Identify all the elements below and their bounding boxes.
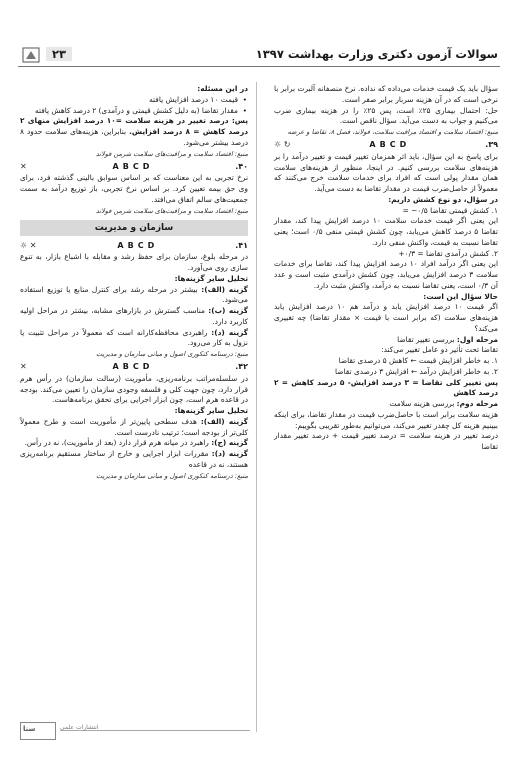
- paragraph: درصد تغییر در هزینه سلامت = درصد تغییر قیمت + درصد تغییر مقدار تقاضا: [274, 431, 498, 451]
- page-footer: [20, 722, 250, 740]
- paragraph: تقاضا تحت تأثیر دو عامل تغییر می‌کند:: [381, 345, 498, 355]
- paragraph: اگر قیمت ۱۰ درصد افزایش یابد و درآمد هم ۱۰ درصد افزایش یابد هزینه‌های سلامت (که برابر است با قیمت × مقدار تقاضا) چه تغییری می‌کند؟: [274, 302, 498, 333]
- header-title: سوالات آزمون دکتری وزارت بهداشت ۱۳۹۷: [255, 47, 498, 61]
- paragraph: این یعنی اگر قیمت خدمات سلامت ۱۰ درصد افزایش پیدا کند، مقدار تقاضا ۵ درصد کاهش می‌یابد، چون کشش قیمتی منفی ۰/۵ است؛ یعنی تقاضا نسبت به قیمت، واکنش منفی دارد.: [274, 216, 498, 247]
- close-icon: ✕: [29, 240, 37, 250]
- question-icons: [20, 241, 36, 252]
- option-b-box: B: [122, 362, 129, 372]
- option-c-box: C: [389, 140, 396, 150]
- source-note: منبع: اقتصاد سلامت و مراقبت‌های سلامت شرمن فولاند: [95, 206, 248, 215]
- left-column: [20, 84, 248, 481]
- option-a-box: A: [117, 240, 124, 250]
- section-title-band: سازمان و مدیریت: [20, 220, 248, 236]
- question-41-header: [20, 240, 248, 252]
- option-text: مقررات ابزار اجرایی و خارج از ساختار مستقیم برنامه‌ریزی هستند، نه در قاعده: [20, 449, 248, 469]
- paragraph: [274, 335, 498, 346]
- question-number: ۴۱.: [235, 240, 248, 250]
- list-item: ۱. کشش قیمتی تقاضا ۰/۵− =: [402, 205, 498, 215]
- option-text: مناسب گسترش در بازارهای مشابه، بیشتر در مراحل اولیه کاربرد دارد.: [20, 306, 248, 326]
- option-b-box: B: [127, 240, 134, 250]
- source-note: منبع: اقتصاد سلامت و مراقبت‌های سلامت شرمن فولاند: [95, 149, 248, 158]
- option-text: راهبرد در میانه هرم قرار دارد (بعد از مأموریت)، نه در رأس.: [24, 438, 212, 448]
- step-label: مرحله دوم:: [456, 399, 498, 408]
- answer-options: [117, 241, 154, 252]
- publisher-name: انتشارات علمی: [60, 724, 99, 731]
- text: بنابراین، هزینه‌های سلامت حدود ۸ درصد بیشتر می‌شود.: [20, 127, 248, 147]
- refresh-icon: ↻: [283, 140, 291, 150]
- list-item: ۱. به خاطر افزایش قیمت ← کاهش ۵ درصدی تقاضا: [338, 356, 498, 365]
- lightbulb-icon: ☼: [20, 240, 28, 250]
- option-a-box: A: [112, 161, 119, 171]
- column-divider: [256, 82, 257, 732]
- paragraph: [20, 449, 248, 471]
- answer-options: [113, 362, 150, 373]
- question-icons: [20, 362, 27, 373]
- subheading: در این مسئله:: [197, 84, 248, 93]
- step-text: بررسی هزینه سلامت: [389, 399, 457, 408]
- option-label: گزینه (ج):: [211, 438, 248, 448]
- subheading: در سؤال، دو نوع کشش داریم:: [388, 194, 498, 204]
- question-number: ۴۲.: [235, 362, 248, 372]
- question-icons: [274, 140, 290, 151]
- list-item: ۲. کشش درآمدی تقاضا = ۰/۳+: [398, 248, 498, 258]
- list-item: • مقدار تقاضا (به دلیل کشش قیمتی و درآمدی) ۲ درصد کاهش یافته: [20, 106, 238, 117]
- option-c-box: C: [132, 362, 139, 372]
- paragraph: در مرحله بلوغ، سازمان برای حفظ رشد و مقابله با اشباع بازار، به تنوع سازی روی می‌آورد.: [20, 252, 248, 272]
- option-label: گزینه (الف):: [200, 416, 248, 426]
- right-column: [274, 84, 498, 453]
- bullet-list: [20, 95, 248, 117]
- option-d-box: D: [142, 362, 150, 372]
- option-c-box: C: [132, 161, 139, 171]
- question-40-header: [20, 161, 248, 173]
- page-number: ۲۳: [46, 47, 72, 61]
- source-note: منبع: درسنامه کنکوری اصول و مبانی سازمان و مدیریت: [96, 471, 248, 480]
- question-42-header: [20, 362, 248, 374]
- option-d-box: D: [147, 240, 155, 250]
- paragraph: در سلسله‌مراتب برنامه‌ریزی، مأموریت (رسالت سازمان) در رأس هرم قرار دارد، چون جهت کلی و فلسفه وجودی سازمان را تعیین می‌کند. بودجه در قاعده هرم است، چون ابزار اجرایی برای تحقق برنامه‌هاست.: [20, 373, 248, 405]
- question-icons: [20, 162, 27, 173]
- option-label: گزینه (الف):: [201, 284, 248, 294]
- subheading: تحلیل سایر گزینه‌ها:: [174, 406, 248, 415]
- option-c-box: C: [137, 240, 144, 250]
- emphasis: پس: درصد تغییر در هزینه سلامت =۱۰ درصد افزایش منهای ۲ درصد کاهش = ۸ درصد افزایش.: [20, 116, 249, 136]
- option-a-box: A: [112, 362, 119, 372]
- paragraph: سؤال باید یک قیمت خدمات می‌داده که نداده. نرخ منصفانه آلبرت برابر با نرخی است که در آن هزینه سربار برابر صفر است.: [274, 84, 498, 104]
- logo-mark: سنا: [23, 725, 36, 733]
- subheading: حالا سؤال این است:: [423, 291, 498, 301]
- paragraph: [20, 438, 248, 449]
- option-text: بیشتر در مرحله رشد برای کنترل منابع یا توزیع استفاده می‌شود.: [20, 284, 248, 305]
- list-item: ۲. به خاطر افزایش درآمد ← افزایش ۳ درصدی تقاضا: [335, 366, 498, 376]
- option-b-box: B: [379, 140, 386, 150]
- option-label: گزینه (ب):: [208, 306, 248, 315]
- source-note: منبع: درسنامه کنکوری اصول و مبانی سازمان و مدیریت: [96, 350, 248, 358]
- source-note: منبع: اقتصاد سلامت و اقتصاد مراقبت سلامت، فولاند، فصل ۸، تقاضا و عرضه: [287, 128, 498, 136]
- paragraph: [20, 116, 248, 148]
- option-label: گزینه (د):: [211, 449, 248, 458]
- close-icon: ✕: [20, 161, 27, 171]
- paragraph: [20, 285, 248, 307]
- paragraph: این یعنی اگر درآمد افراد ۱۰ درصد افزایش پیدا کند، تقاضا برای خدمات سلامت ۳ درصد افزایش می‌یابد، چون کشش درآمدی مثبت است و عدد آن ۰/۳ است، یعنی تقاضا نسبت به درآمد، واکنش مثبت دارد.: [274, 259, 499, 290]
- list-item: • قیمت ۱۰ درصد افزایش یافته: [20, 95, 238, 106]
- publisher-logo: [20, 722, 56, 740]
- page-header: [18, 44, 500, 67]
- lightbulb-icon: ☼: [274, 140, 282, 150]
- paragraph: حل: احتمال بیماری ۲۵٪ است، پس ۲۵٪ را در هزینه بیماری ضرب می‌کنیم و جواب به دست می‌آید. سؤال ناقص است.: [274, 105, 498, 126]
- question-number: ۴۰.: [235, 161, 248, 171]
- step-label: مرحله اول:: [456, 334, 498, 344]
- paragraph: [20, 306, 248, 328]
- option-text: راهبردی محافظه‌کارانه است که معمولاً در مراحل تثبیت یا نزول به کار می‌رود.: [20, 327, 248, 348]
- option-d-box: D: [399, 140, 407, 150]
- close-icon: ✕: [20, 362, 27, 372]
- subheading: پس تغییر کلی تقاضا = ۳ درصد افزایش- ۵ درصد کاهش = ۲ درصد کاهش: [274, 377, 498, 398]
- option-d-box: D: [142, 161, 150, 171]
- step-text: بررسی تغییر تقاضا: [397, 334, 457, 344]
- answer-options: [369, 140, 406, 151]
- option-b-box: B: [122, 161, 129, 171]
- answer-options: [113, 162, 150, 173]
- option-text: هدف سطحی پایین‌تر از مأموریت است و طرح معمولاً کلی‌تر از بودجه است؛ ترتیب نادرست است.: [20, 416, 248, 437]
- paragraph: هزینه سلامت برابر است با حاصل‌ضرب قیمت در مقدار تقاضا، برای اینکه ببینیم هزینه کل چقدر تغییر می‌کند، می‌توانیم به‌طور تقریبی بگوییم:: [274, 409, 498, 430]
- paragraph: [20, 328, 248, 350]
- question-number: ۳۹.: [485, 140, 498, 150]
- header-mark-icon: [22, 47, 40, 63]
- option-label: گزینه (د):: [211, 327, 248, 337]
- paragraph: [274, 399, 498, 410]
- paragraph: نرخ تجربی به این معناست که بر اساس سوابق بالینی گذشته فرد، برای وی حق بیمه تعیین کرد. بر اساس نرخ تجربی، باز توزیع درآمد به سمت جمعیت‌های سالم اتفاق می‌افتد.: [20, 173, 248, 204]
- option-a-box: A: [369, 140, 376, 150]
- paragraph: [20, 417, 248, 439]
- subheading: تحلیل سایر گزینه‌ها:: [174, 273, 248, 283]
- paragraph: برای پاسخ به این سؤال، باید اثر همزمان تغییر قیمت و تغییر درآمد را بر هزینه‌های سلامت بررسی کنیم. در اینجا، منظور از هزینه‌های سلامت همان مقدار پولی است که افراد برای خدمات سلامت خرج می‌کنند که معمولاً از حاصل‌ضرب قیمت در مقدار تقاضا به دست می‌آید.: [274, 151, 498, 193]
- question-39-header: [274, 140, 498, 152]
